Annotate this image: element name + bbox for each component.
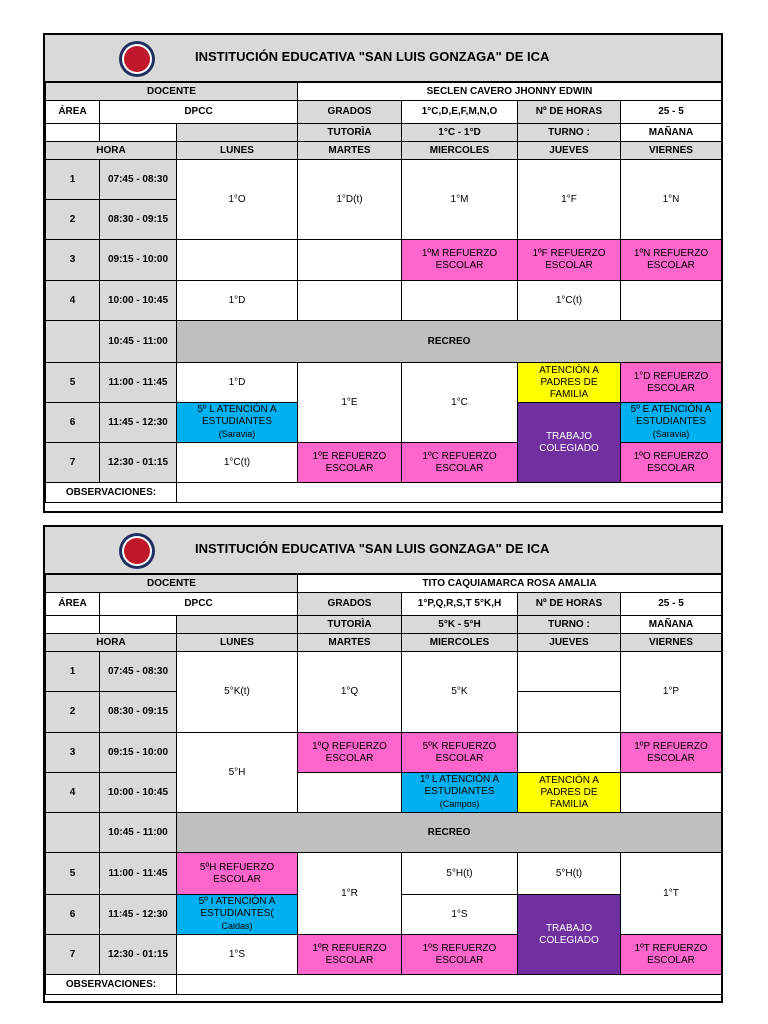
trabajo-colegiado-cell: TRABAJO COLEGIADO — [518, 895, 621, 975]
class-cell: 1°S — [177, 935, 298, 975]
period-time: 10:45 - 11:00 — [100, 813, 177, 853]
horas-value: 25 - 5 — [621, 593, 722, 616]
class-cell: 5°K — [402, 652, 518, 733]
schedule-sheet-1 — [43, 33, 723, 513]
class-cell: 5°H(t) — [518, 853, 621, 895]
refuerzo-cell: 1ºF REFUERZO ESCOLAR — [518, 240, 621, 281]
atencion-text: 5º L ATENCIÓN A ESTUDIANTES — [197, 404, 277, 427]
class-cell — [402, 281, 518, 321]
refuerzo-cell: 1ºO REFUERZO ESCOLAR — [621, 443, 722, 483]
blank-cell — [177, 124, 298, 142]
area-value: DPCC — [100, 101, 298, 124]
period-time: 11:45 - 12:30 — [100, 895, 177, 935]
refuerzo-cell: 5ºH REFUERZO ESCOLAR — [177, 853, 298, 895]
day-header-martes: MARTES — [298, 634, 402, 652]
tutoria-label: TUTORÌA — [298, 124, 402, 142]
turno-value: MAÑANA — [621, 124, 722, 142]
refuerzo-cell: 1ºT REFUERZO ESCOLAR — [621, 935, 722, 975]
atencion-text: 5º I ATENCIÓN A ESTUDIANTES( — [198, 896, 276, 919]
header-band — [45, 35, 721, 82]
refuerzo-cell: 1ºN REFUERZO ESCOLAR — [621, 240, 722, 281]
period-time: 12:30 - 01:15 — [100, 935, 177, 975]
atencion-tutor: (Saravia) — [652, 429, 690, 439]
institution-title: INSTITUCIÓN EDUCATIVA "SAN LUIS GONZAGA" DE ICA — [195, 49, 550, 64]
class-cell — [518, 692, 621, 733]
period-time: 08:30 - 09:15 — [100, 200, 177, 240]
padres-cell: ATENCIÓN A PADRES DE FAMILIA — [518, 773, 621, 813]
turno-label: TURNO : — [518, 616, 621, 634]
refuerzo-cell: 1°D REFUERZO ESCOLAR — [621, 363, 722, 403]
refuerzo-cell: 1ºM REFUERZO ESCOLAR — [402, 240, 518, 281]
period-number: 3 — [46, 733, 100, 773]
atencion-cell — [177, 403, 298, 443]
atencion-tutor: (Saravia) — [218, 429, 256, 439]
day-header-martes: MARTES — [298, 142, 402, 160]
tutoria-value: 5°K - 5°H — [402, 616, 518, 634]
grados-label: GRADOS — [298, 593, 402, 616]
class-cell: 5°H(t) — [402, 853, 518, 895]
class-cell: 1°T — [621, 853, 722, 935]
blank-cell — [46, 616, 100, 634]
day-header-jueves: JUEVES — [518, 142, 621, 160]
schedule-sheet-2 — [43, 525, 723, 1003]
period-time: 11:00 - 11:45 — [100, 853, 177, 895]
turno-value: MAÑANA — [621, 616, 722, 634]
schedule-table — [45, 82, 722, 503]
period-time: 08:30 - 09:15 — [100, 692, 177, 733]
refuerzo-cell: 1ºP REFUERZO ESCOLAR — [621, 733, 722, 773]
class-cell: 1°C — [402, 363, 518, 443]
horas-value: 25 - 5 — [621, 101, 722, 124]
period-time: 10:45 - 11:00 — [100, 321, 177, 363]
class-cell — [298, 281, 402, 321]
period-number: 6 — [46, 895, 100, 935]
docente-label: DOCENTE — [46, 575, 298, 593]
class-cell: 1°N — [621, 160, 722, 240]
atencion-tutor: (Campos) — [439, 799, 480, 809]
day-header-jueves: JUEVES — [518, 634, 621, 652]
class-cell: 1°Q — [298, 652, 402, 733]
refuerzo-cell: 5ºK REFUERZO ESCOLAR — [402, 733, 518, 773]
blank-cell — [177, 616, 298, 634]
period-number: 7 — [46, 935, 100, 975]
day-header-lunes: LUNES — [177, 142, 298, 160]
period-number — [46, 321, 100, 363]
class-cell — [621, 281, 722, 321]
atencion-tutor: Caldas) — [221, 921, 253, 931]
tutoria-value: 1°C - 1°D — [402, 124, 518, 142]
refuerzo-cell: 1ºQ REFUERZO ESCOLAR — [298, 733, 402, 773]
class-cell: 1°S — [402, 895, 518, 935]
period-number: 4 — [46, 773, 100, 813]
area-label: ÁREA — [46, 101, 100, 124]
refuerzo-cell: 1ºE REFUERZO ESCOLAR — [298, 443, 402, 483]
area-value: DPCC — [100, 593, 298, 616]
docente-value: TITO CAQUIAMARCA ROSA AMALIA — [298, 575, 722, 593]
school-logo-icon — [117, 39, 157, 79]
atencion-text: 5º E ATENCIÓN A ESTUDIANTES — [630, 404, 712, 427]
class-cell: 1°D — [177, 363, 298, 403]
period-time: 12:30 - 01:15 — [100, 443, 177, 483]
refuerzo-cell: 1ºC REFUERZO ESCOLAR — [402, 443, 518, 483]
header-band — [45, 527, 721, 574]
period-number: 2 — [46, 692, 100, 733]
padres-cell: ATENCIÓN A PADRES DE FAMILIA — [518, 363, 621, 403]
observaciones-label: OBSERVACIONES: — [46, 975, 177, 995]
atencion-text: 1º L ATENCIÓN A ESTUDIANTES — [419, 774, 500, 797]
class-cell: 1°D(t) — [298, 160, 402, 240]
observaciones-field — [177, 975, 722, 995]
period-time: 10:00 - 10:45 — [100, 281, 177, 321]
period-number: 4 — [46, 281, 100, 321]
recreo-band: RECREO — [177, 321, 722, 363]
period-number: 1 — [46, 652, 100, 692]
period-time: 10:00 - 10:45 — [100, 773, 177, 813]
period-time: 07:45 - 08:30 — [100, 160, 177, 200]
period-number: 2 — [46, 200, 100, 240]
day-header-viernes: VIERNES — [621, 634, 722, 652]
observaciones-field — [177, 483, 722, 503]
period-number — [46, 813, 100, 853]
institution-title: INSTITUCIÓN EDUCATIVA "SAN LUIS GONZAGA" DE ICA — [195, 541, 550, 556]
class-cell: 1°C(t) — [177, 443, 298, 483]
class-cell: 5°H — [177, 733, 298, 813]
docente-value: SECLEN CAVERO JHONNY EDWIN — [298, 83, 722, 101]
period-time: 09:15 - 10:00 — [100, 240, 177, 281]
class-cell: 1°P — [621, 652, 722, 733]
area-label: ÁREA — [46, 593, 100, 616]
period-time: 09:15 - 10:00 — [100, 733, 177, 773]
class-cell: 1°M — [402, 160, 518, 240]
school-logo-icon — [117, 531, 157, 571]
horas-label: Nº DE HORAS — [518, 101, 621, 124]
class-cell: 5°K(t) — [177, 652, 298, 733]
class-cell — [177, 240, 298, 281]
class-cell — [518, 652, 621, 692]
day-header-lunes: LUNES — [177, 634, 298, 652]
day-header-viernes: VIERNES — [621, 142, 722, 160]
class-cell — [298, 240, 402, 281]
trabajo-colegiado-cell: TRABAJO COLEGIADO — [518, 403, 621, 483]
class-cell: 1°F — [518, 160, 621, 240]
class-cell: 1°E — [298, 363, 402, 443]
atencion-cell — [177, 895, 298, 935]
blank-cell — [100, 616, 177, 634]
period-time: 11:00 - 11:45 — [100, 363, 177, 403]
schedule-table — [45, 574, 722, 995]
hora-header: HORA — [46, 634, 177, 652]
atencion-cell — [621, 403, 722, 443]
period-number: 1 — [46, 160, 100, 200]
class-cell: 1°O — [177, 160, 298, 240]
class-cell: 1°C(t) — [518, 281, 621, 321]
period-number: 7 — [46, 443, 100, 483]
class-cell — [621, 773, 722, 813]
hora-header: HORA — [46, 142, 177, 160]
class-cell: 1°R — [298, 853, 402, 935]
period-number: 6 — [46, 403, 100, 443]
tutoria-label: TUTORÌA — [298, 616, 402, 634]
grados-value: 1°P,Q,R,S,T 5°K,H — [402, 593, 518, 616]
class-cell — [298, 773, 402, 813]
refuerzo-cell: 1ºS REFUERZO ESCOLAR — [402, 935, 518, 975]
blank-cell — [46, 124, 100, 142]
horas-label: Nº DE HORAS — [518, 593, 621, 616]
period-number: 5 — [46, 363, 100, 403]
turno-label: TURNO : — [518, 124, 621, 142]
observaciones-label: OBSERVACIONES: — [46, 483, 177, 503]
recreo-band: RECREO — [177, 813, 722, 853]
grados-value: 1°C,D,E,F,M,N,O — [402, 101, 518, 124]
period-time: 07:45 - 08:30 — [100, 652, 177, 692]
class-cell: 1°D — [177, 281, 298, 321]
class-cell — [518, 733, 621, 773]
atencion-cell — [402, 773, 518, 813]
period-time: 11:45 - 12:30 — [100, 403, 177, 443]
day-header-miercoles: MIERCOLES — [402, 634, 518, 652]
grados-label: GRADOS — [298, 101, 402, 124]
period-number: 5 — [46, 853, 100, 895]
period-number: 3 — [46, 240, 100, 281]
day-header-miercoles: MIERCOLES — [402, 142, 518, 160]
blank-cell — [100, 124, 177, 142]
refuerzo-cell: 1ºR REFUERZO ESCOLAR — [298, 935, 402, 975]
docente-label: DOCENTE — [46, 83, 298, 101]
